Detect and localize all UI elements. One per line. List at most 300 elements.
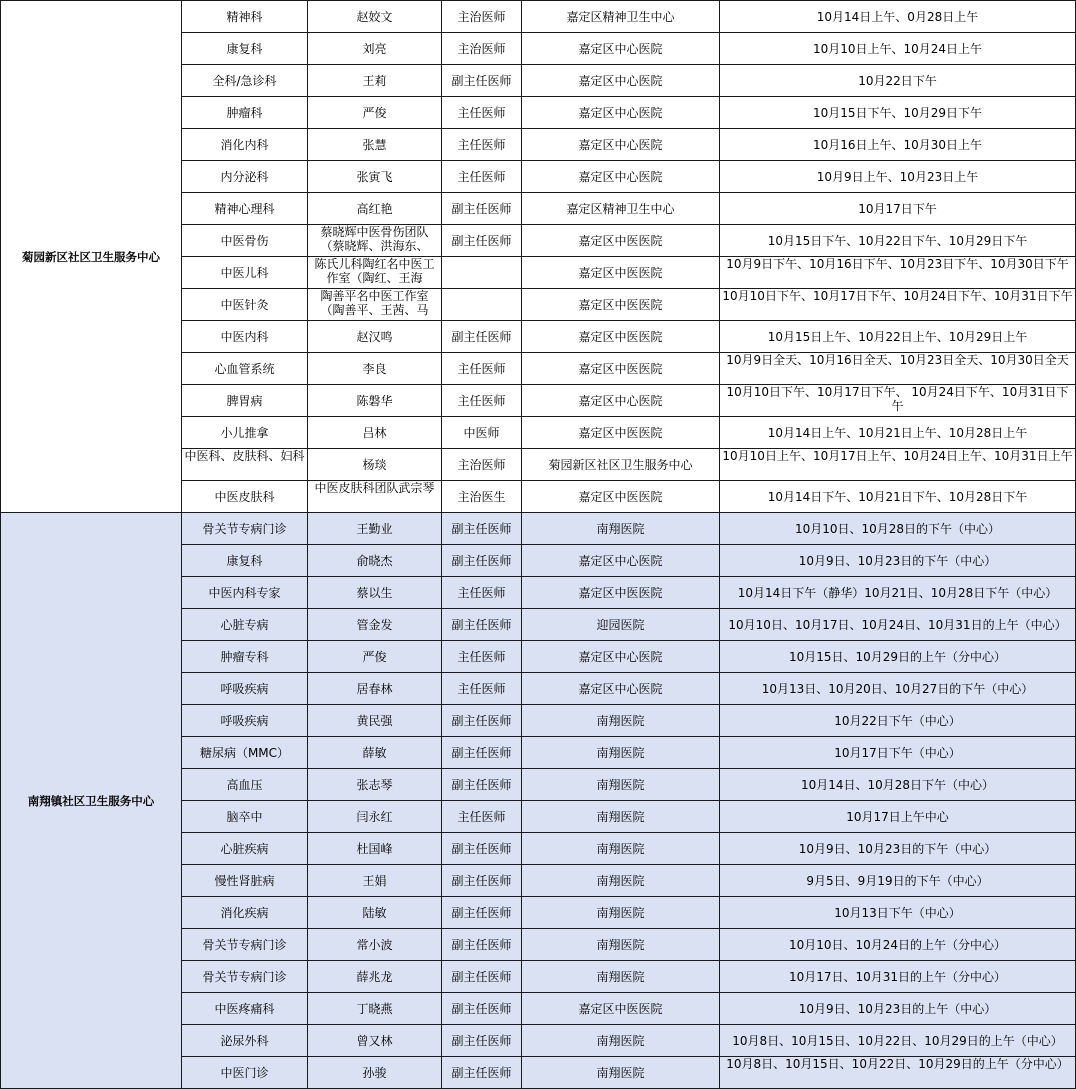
cell-text: 中医内科	[220, 329, 269, 344]
doctor-cell	[308, 673, 442, 705]
cell-text: 中医师	[463, 425, 500, 440]
doctor-cell	[308, 193, 442, 225]
cell-text: 10月8日、10月15日、10月22日、10月29日的上午（分中心）	[726, 1057, 1069, 1071]
table-row	[1, 513, 1076, 545]
hospital-cell	[522, 577, 720, 609]
cell-text: 杨琰	[362, 457, 387, 472]
department-cell	[182, 1, 308, 33]
hospital-cell	[522, 609, 720, 641]
cell-text: 10月14日上午、10月21日上午、10月28日上午	[767, 425, 1028, 440]
cell-text: 嘉定区中医医院	[578, 233, 663, 248]
schedule-time-cell	[720, 385, 1076, 417]
cell-text: 副主任医师	[451, 745, 512, 760]
hospital-cell	[522, 1057, 720, 1089]
schedule-time-cell	[720, 545, 1076, 577]
cell-text: 10月10日、10月24日的上午（分中心）	[788, 937, 1007, 952]
cell-text: 嘉定区中心医院	[578, 393, 663, 408]
department-cell	[182, 705, 308, 737]
doctor-cell	[308, 609, 442, 641]
cell-text: 肿瘤专科	[220, 649, 269, 664]
cell-text: 曾又林	[356, 1033, 393, 1048]
cell-text: 泌尿外科	[220, 1033, 269, 1048]
title-cell	[442, 385, 522, 417]
doctor-cell	[308, 577, 442, 609]
department-cell	[182, 1057, 308, 1089]
cell-text: 嘉定区中医医院	[578, 265, 663, 280]
cell-text: 10月10日、10月28日的下午（中心）	[794, 521, 1001, 536]
cell-text: 孙骏	[362, 1065, 387, 1080]
cell-text: 南翔医院	[596, 521, 645, 536]
hospital-cell	[522, 1025, 720, 1057]
doctor-cell	[308, 65, 442, 97]
cell-text: 陆敏	[362, 905, 387, 920]
cell-text: 糖尿病（MMC）	[199, 745, 290, 760]
cell-text: 10月9日上午、10月23日上午	[816, 169, 979, 184]
cell-text: 嘉定区中医医院	[578, 297, 663, 312]
hospital-cell	[522, 225, 720, 257]
title-cell	[442, 417, 522, 449]
hospital-cell	[522, 737, 720, 769]
hospital-cell	[522, 129, 720, 161]
cell-text: 嘉定区中医医院	[578, 329, 663, 344]
cell-text: 管金发	[356, 617, 393, 632]
doctor-cell	[308, 961, 442, 993]
department-cell	[182, 545, 308, 577]
group-name-cell: 南翔镇社区卫生服务中心	[1, 513, 182, 1089]
cell-text: 嘉定区中心医院	[578, 649, 663, 664]
schedule-time-cell	[720, 161, 1076, 193]
cell-text: 副主任医师	[451, 937, 512, 952]
doctor-cell	[308, 417, 442, 449]
title-cell	[442, 865, 522, 897]
cell-text: 中医科、皮肤科、妇科	[184, 449, 305, 463]
cell-text: 中医儿科	[220, 265, 269, 280]
hospital-cell	[522, 257, 720, 289]
department-cell	[182, 193, 308, 225]
cell-text: 主任医师	[457, 809, 506, 824]
schedule-time-cell	[720, 225, 1076, 257]
department-cell	[182, 833, 308, 865]
title-cell	[442, 961, 522, 993]
doctor-cell	[308, 897, 442, 929]
cell-text: 消化内科	[220, 137, 269, 152]
department-cell	[182, 897, 308, 929]
department-cell	[182, 65, 308, 97]
hospital-cell	[522, 961, 720, 993]
title-cell	[442, 705, 522, 737]
cell-text: 张慧	[362, 137, 387, 152]
department-cell	[182, 97, 308, 129]
title-cell	[442, 97, 522, 129]
doctor-cell	[308, 1025, 442, 1057]
cell-text: 10月17日、10月31日的上午（分中心）	[788, 969, 1007, 984]
cell-text: 骨关节专病门诊	[202, 937, 287, 952]
cell-text: 南翔医院	[596, 937, 645, 952]
cell-text: 嘉定区中心医院	[578, 41, 663, 56]
cell-text: 南翔医院	[596, 841, 645, 856]
hospital-cell	[522, 769, 720, 801]
cell-text: 10月9日下午、10月16日下午、10月23日下午、10月30日下午	[726, 257, 1069, 271]
schedule-time-cell	[720, 65, 1076, 97]
cell-text: 嘉定区中心医院	[578, 681, 663, 696]
cell-text: 南翔医院	[596, 745, 645, 760]
schedule-time-cell	[720, 193, 1076, 225]
cell-text: 南翔医院	[596, 905, 645, 920]
cell-text: 李良	[362, 361, 387, 376]
cell-text: 10月22日下午（中心）	[834, 713, 961, 728]
cell-text: 肿瘤科	[226, 105, 263, 120]
title-cell	[442, 193, 522, 225]
hospital-cell	[522, 897, 720, 929]
cell-text: 副主任医师	[451, 873, 512, 888]
cell-text: 副主任医师	[451, 969, 512, 984]
title-cell	[442, 1, 522, 33]
cell-text: 副主任医师	[451, 1065, 512, 1080]
cell-text: 主任医师	[457, 649, 506, 664]
cell-text: 嘉定区中医医院	[578, 425, 663, 440]
hospital-cell	[522, 993, 720, 1025]
cell-text: 脾胃病	[226, 393, 263, 408]
schedule-time-cell	[720, 257, 1076, 289]
schedule-time-cell	[720, 449, 1076, 481]
hospital-cell	[522, 97, 720, 129]
cell-text: 菊园新区社区卫生服务中心	[548, 457, 693, 472]
title-cell	[442, 1025, 522, 1057]
cell-text: 陈氏儿科陶红名中医工作室（陶红、王海	[314, 257, 435, 285]
hospital-cell	[522, 481, 720, 513]
cell-text: 副主任医师	[451, 777, 512, 792]
doctor-cell	[308, 449, 442, 481]
cell-text: 嘉定区中心医院	[578, 105, 663, 120]
schedule-time-cell	[720, 865, 1076, 897]
cell-text: 骨关节专病门诊	[202, 969, 287, 984]
doctor-cell	[308, 833, 442, 865]
cell-text: 中医内科专家	[208, 585, 281, 600]
schedule-time-cell	[720, 1057, 1076, 1089]
schedule-time-cell	[720, 417, 1076, 449]
cell-text: 主任医师	[457, 361, 506, 376]
doctor-cell	[308, 33, 442, 65]
title-cell	[442, 673, 522, 705]
hospital-cell	[522, 289, 720, 321]
cell-text: 心脏疾病	[220, 841, 269, 856]
cell-text: 内分泌科	[220, 169, 269, 184]
doctor-cell	[308, 641, 442, 673]
cell-text: 南翔医院	[596, 809, 645, 824]
cell-text: 主任医师	[457, 137, 506, 152]
cell-text: 副主任医师	[451, 1001, 512, 1016]
cell-text: 慢性肾脏病	[214, 873, 275, 888]
cell-text: 薛兆龙	[356, 969, 393, 984]
department-cell	[182, 33, 308, 65]
hospital-cell	[522, 705, 720, 737]
cell-text: 副主任医师	[451, 617, 512, 632]
doctor-cell	[308, 705, 442, 737]
department-cell	[182, 161, 308, 193]
cell-text: 10月9日、10月23日的上午（中心）	[798, 1001, 997, 1016]
cell-text: 呼吸疾病	[220, 681, 269, 696]
schedule-time-cell	[720, 961, 1076, 993]
schedule-time-cell	[720, 897, 1076, 929]
cell-text: 10月14日下午（静华）10月21日、10月28日下午（中心）	[737, 585, 1058, 600]
cell-text: 副主任医师	[451, 521, 512, 536]
title-cell	[442, 833, 522, 865]
cell-text: 10月10日上午、10月17日上午、10月24日上午、10月31日上午	[722, 449, 1073, 463]
department-cell	[182, 673, 308, 705]
doctor-cell	[308, 865, 442, 897]
doctor-cell	[308, 1, 442, 33]
schedule-time-cell	[720, 289, 1076, 321]
cell-text: 主任医师	[457, 681, 506, 696]
department-cell	[182, 225, 308, 257]
title-cell	[442, 449, 522, 481]
department-cell	[182, 321, 308, 353]
cell-text: 严俊	[362, 105, 387, 120]
hospital-cell	[522, 417, 720, 449]
cell-text: 闫永红	[356, 809, 393, 824]
cell-text: 副主任医师	[451, 201, 512, 216]
title-cell	[442, 737, 522, 769]
doctor-cell	[308, 1057, 442, 1089]
cell-text: 嘉定区中心医院	[578, 553, 663, 568]
title-cell	[442, 33, 522, 65]
department-cell	[182, 481, 308, 513]
cell-text: 10月15日下午、10月29日下午	[812, 105, 983, 120]
cell-text: 10月16日上午、10月30日上午	[812, 137, 983, 152]
schedule-time-cell	[720, 929, 1076, 961]
cell-text: 俞晓杰	[356, 553, 393, 568]
cell-text: 10月10日下午、10月17日下午、 10月24日下午、10月31日下午	[726, 385, 1069, 413]
cell-text: 嘉定区中心医院	[578, 73, 663, 88]
cell-text: 赵姣文	[356, 9, 393, 24]
cell-text: 南翔医院	[596, 1033, 645, 1048]
title-cell	[442, 545, 522, 577]
doctor-cell	[308, 353, 442, 385]
department-cell	[182, 417, 308, 449]
doctor-cell	[308, 929, 442, 961]
cell-text: 主治医师	[457, 457, 506, 472]
cell-text: 10月14日上午、0月28日上午	[816, 9, 979, 24]
cell-text: 副主任医师	[451, 73, 512, 88]
cell-text: 10月22日下午	[858, 73, 937, 88]
cell-text: 主治医师	[457, 41, 506, 56]
department-cell	[182, 737, 308, 769]
department-cell	[182, 961, 308, 993]
schedule-time-cell	[720, 833, 1076, 865]
hospital-cell	[522, 833, 720, 865]
cell-text: 薛敏	[362, 745, 387, 760]
cell-text: 中医门诊	[220, 1065, 269, 1080]
cell-text: 主任医师	[457, 585, 506, 600]
hospital-cell	[522, 641, 720, 673]
cell-text: 王勤业	[356, 521, 393, 536]
doctor-cell	[308, 481, 442, 513]
schedule-time-cell	[720, 513, 1076, 545]
cell-text: 10月10日、10月17日、10月24日、10月31日的上午（中心）	[728, 617, 1067, 632]
department-cell	[182, 129, 308, 161]
group-name-cell: 菊园新区社区卫生服务中心	[1, 1, 182, 513]
cell-text: 10月8日、10月15日、10月22日、10月29日的上午（中心）	[732, 1033, 1063, 1048]
cell-text: 10月10日下午、10月17日下午、10月24日下午、10月31日下午	[722, 289, 1073, 303]
schedule-time-cell	[720, 481, 1076, 513]
schedule-time-cell	[720, 609, 1076, 641]
cell-text: 10月14日、10月28日下午（中心）	[800, 777, 995, 792]
cell-text: 主任医师	[457, 105, 506, 120]
cell-text: 全科/急诊科	[212, 73, 277, 88]
cell-text: 脑卒中	[226, 809, 263, 824]
title-cell	[442, 161, 522, 193]
cell-text: 10月17日下午	[858, 201, 937, 216]
title-cell	[442, 993, 522, 1025]
department-cell	[182, 257, 308, 289]
schedule-time-cell	[720, 769, 1076, 801]
schedule-time-cell	[720, 129, 1076, 161]
cell-text: 常小波	[356, 937, 393, 952]
cell-text: 刘亮	[362, 41, 387, 56]
cell-text: 副主任医师	[451, 233, 512, 248]
schedule-time-cell	[720, 673, 1076, 705]
cell-text: 赵汉鸣	[356, 329, 393, 344]
cell-text: 严俊	[362, 649, 387, 664]
schedule-time-cell	[720, 1, 1076, 33]
cell-text: 吕林	[362, 425, 387, 440]
cell-text: 精神心理科	[214, 201, 275, 216]
cell-text: 小儿推拿	[220, 425, 269, 440]
cell-text: 主任医师	[457, 169, 506, 184]
department-cell	[182, 577, 308, 609]
cell-text: 康复科	[226, 41, 263, 56]
title-cell	[442, 289, 522, 321]
department-cell	[182, 801, 308, 833]
hospital-cell	[522, 801, 720, 833]
cell-text: 副主任医师	[451, 1033, 512, 1048]
title-cell	[442, 929, 522, 961]
cell-text: 9月5日、9月19日的下午（中心）	[806, 873, 989, 888]
department-cell	[182, 513, 308, 545]
cell-text	[444, 257, 519, 288]
hospital-cell	[522, 193, 720, 225]
cell-text: 主治医师	[457, 9, 506, 24]
cell-text: 10月15日、10月29日的上午（分中心）	[788, 649, 1007, 664]
cell-text: 张志琴	[356, 777, 393, 792]
department-cell	[182, 385, 308, 417]
cell-text: 精神科	[226, 9, 263, 24]
cell-text: 王莉	[362, 73, 387, 88]
hospital-cell	[522, 673, 720, 705]
title-cell	[442, 513, 522, 545]
cell-text: 嘉定区精神卫生中心	[566, 201, 675, 216]
hospital-cell	[522, 385, 720, 417]
hospital-cell	[522, 513, 720, 545]
cell-text: 呼吸疾病	[220, 713, 269, 728]
cell-text: 主任医师	[457, 393, 506, 408]
doctor-cell	[308, 289, 442, 321]
department-cell	[182, 1025, 308, 1057]
cell-text: 张寅飞	[356, 169, 393, 184]
title-cell	[442, 897, 522, 929]
schedule-time-cell	[720, 801, 1076, 833]
title-cell	[442, 641, 522, 673]
cell-text: 10月17日下午（中心）	[834, 745, 961, 760]
cell-text: 消化疾病	[220, 905, 269, 920]
hospital-cell	[522, 1, 720, 33]
schedule-time-cell	[720, 993, 1076, 1025]
cell-text: 10月15日下午、10月22日下午、10月29日下午	[767, 233, 1028, 248]
doctor-cell	[308, 129, 442, 161]
doctor-cell	[308, 993, 442, 1025]
cell-text: 主治医生	[457, 489, 506, 504]
schedule-time-cell	[720, 1025, 1076, 1057]
schedule-time-cell	[720, 321, 1076, 353]
cell-text: 黄民强	[356, 713, 393, 728]
department-cell	[182, 449, 308, 481]
cell-text: 10月9日全天、10月16日全天、10月23日全天、10月30日全天	[726, 353, 1069, 367]
doctor-cell	[308, 97, 442, 129]
cell-text: 南翔医院	[596, 1065, 645, 1080]
cell-text: 中医针灸	[220, 297, 269, 312]
cell-text: 南翔医院	[596, 777, 645, 792]
cell-text: 蔡以生	[356, 585, 393, 600]
cell-text: 康复科	[226, 553, 263, 568]
department-cell	[182, 609, 308, 641]
cell-text: 高红艳	[356, 201, 393, 216]
cell-text: 10月14日下午、10月21日下午、10月28日下午	[767, 489, 1028, 504]
department-cell	[182, 353, 308, 385]
cell-text: 骨关节专病门诊	[202, 521, 287, 536]
hospital-cell	[522, 449, 720, 481]
schedule-body	[1, 1, 1076, 1089]
cell-text: 嘉定区中医医院	[578, 489, 663, 504]
hospital-cell	[522, 321, 720, 353]
cell-text: 中医骨伤	[220, 233, 269, 248]
doctor-cell	[308, 161, 442, 193]
title-cell	[442, 65, 522, 97]
cell-text: 嘉定区中医医院	[578, 361, 663, 376]
doctor-cell	[308, 321, 442, 353]
cell-text: 居春林	[356, 681, 393, 696]
cell-text: 嘉定区中医医院	[578, 1001, 663, 1016]
cell-text: 嘉定区中心医院	[578, 137, 663, 152]
cell-text: 南翔医院	[596, 713, 645, 728]
cell-text: 10月13日下午（中心）	[834, 905, 961, 920]
schedule-time-cell	[720, 737, 1076, 769]
cell-text: 中医皮肤科	[214, 489, 275, 504]
schedule-time-cell	[720, 705, 1076, 737]
title-cell	[442, 257, 522, 289]
doctor-cell	[308, 513, 442, 545]
cell-text: 副主任医师	[451, 905, 512, 920]
doctor-cell	[308, 545, 442, 577]
cell-text: 杜国峰	[356, 841, 393, 856]
hospital-cell	[522, 65, 720, 97]
title-cell	[442, 481, 522, 513]
title-cell	[442, 129, 522, 161]
cell-text: 嘉定区精神卫生中心	[566, 9, 675, 24]
title-cell	[442, 769, 522, 801]
cell-text: 副主任医师	[451, 841, 512, 856]
cell-text: 10月15日上午、10月22日上午、10月29日上午	[767, 329, 1028, 344]
cell-text: 丁晓燕	[356, 1001, 393, 1016]
doctor-cell	[308, 801, 442, 833]
schedule-time-cell	[720, 577, 1076, 609]
cell-text: 陶善平名中医工作室（陶善平、王茜、马	[320, 289, 429, 317]
title-cell	[442, 801, 522, 833]
department-cell	[182, 641, 308, 673]
title-cell	[442, 353, 522, 385]
hospital-cell	[522, 161, 720, 193]
cell-text: 迎园医院	[596, 617, 645, 632]
cell-text: 10月9日、10月23日的下午（中心）	[798, 841, 997, 856]
